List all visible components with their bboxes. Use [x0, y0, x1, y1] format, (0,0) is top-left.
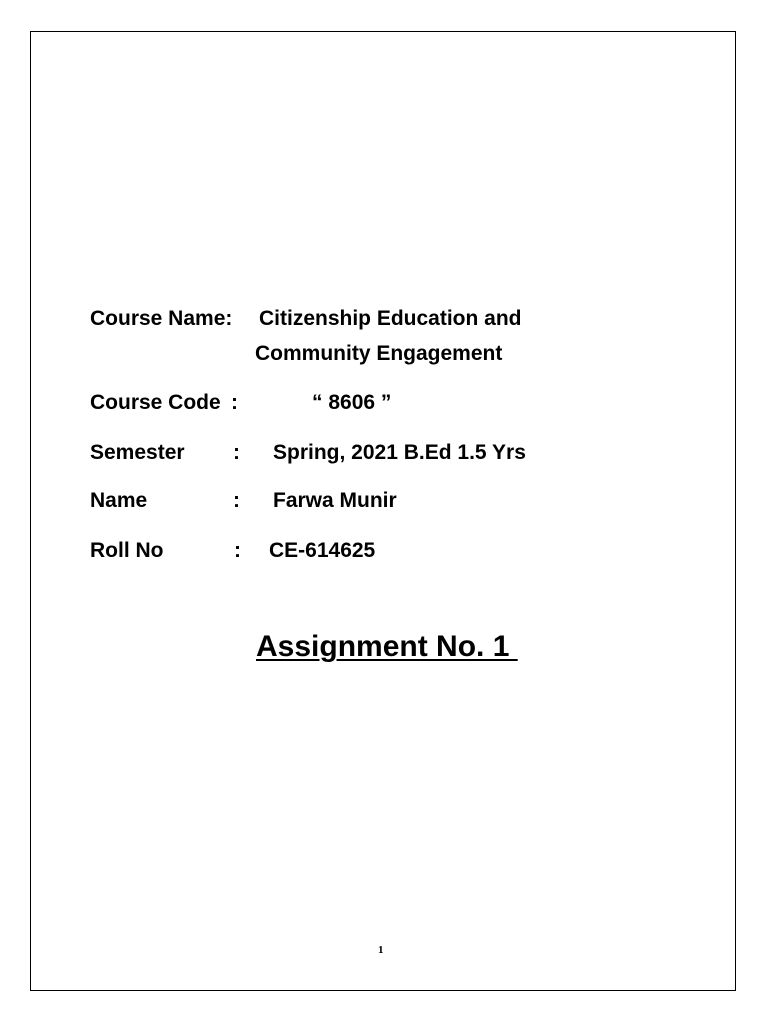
assignment-title: Assignment No. 1	[256, 630, 518, 663]
name-colon: :	[233, 489, 240, 512]
course-code-value: “ 8606 ”	[312, 391, 392, 414]
roll-no-label: Roll No	[90, 539, 164, 562]
name-label: Name	[90, 489, 148, 512]
roll-no-value: CE-614625	[269, 539, 376, 562]
course-name-value-line1: Citizenship Education and	[259, 307, 522, 330]
semester-label: Semester	[90, 441, 185, 464]
course-name-label: Course Name:	[90, 307, 233, 330]
name-value: Farwa Munir	[273, 489, 397, 512]
semester-colon: :	[233, 441, 240, 464]
page-number: 1	[378, 944, 384, 956]
course-code-colon: :	[231, 391, 238, 414]
roll-no-colon: :	[234, 539, 241, 562]
course-code-label: Course Code	[90, 391, 221, 414]
semester-value: Spring, 2021 B.Ed 1.5 Yrs	[273, 441, 526, 464]
course-name-value-line2: Community Engagement	[255, 342, 503, 365]
